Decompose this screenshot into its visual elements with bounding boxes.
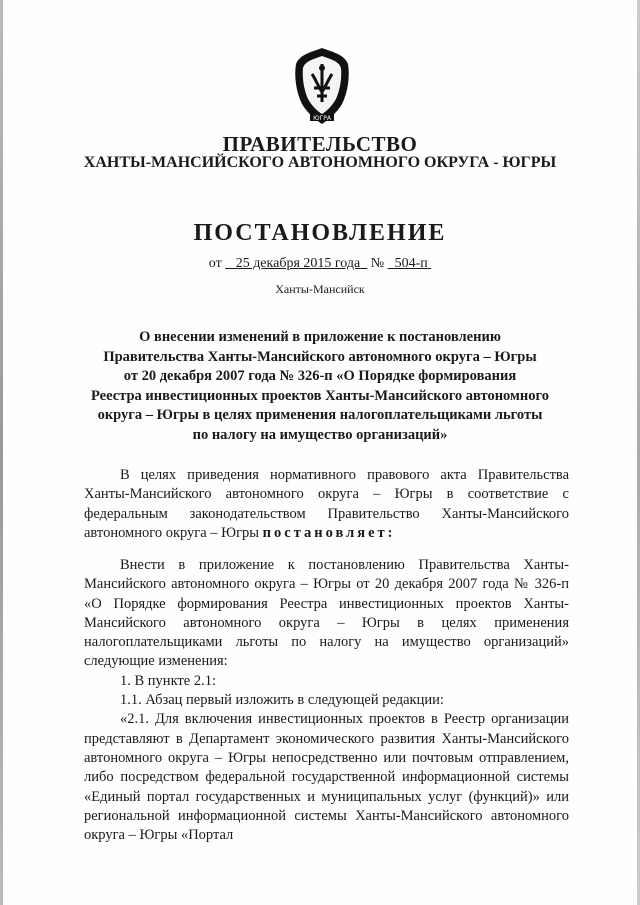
- number-sign: №: [370, 256, 385, 271]
- decree-date: 25 декабря 2015 года: [235, 256, 361, 271]
- title-line: по налогу на имущество организаций»: [192, 426, 448, 443]
- quoted-paragraph: «2.1. Для включения инвестиционных проектов в Реестр организации представляют в Департамент экономического развития Ханты-Мансийского автономного округа – Югры непосредственно или почтовым отправлением, либо посредством федеральной государственной информационной системы «Единый портал государственных и муниципальных услуг (функций)» или региональной информационной системы Ханты-Мансийского автономного округа – Югры «Портал: [84, 711, 569, 844]
- title-line: Реестра инвестиционных проектов Ханты-Мансийского автономного: [91, 387, 549, 404]
- intro-paragraph: Внести в приложение к постановлению Правительства Ханты-Мансийского автономного округа – Югры от 20 декабря 2007 года № 326-п «О Порядке формирования Реестра инвестиционных проектов Ханты-Мансийского автономного округа – Югры в целях применения налогоплательщиками льготы по налогу на имущество организаций» следующие изменения:: [84, 557, 569, 670]
- title-line: Правительства Ханты-Мансийского автономного округа – Югры: [103, 348, 537, 365]
- decree-body: [84, 556, 569, 845]
- date-prefix: от: [208, 256, 222, 271]
- preamble-paragraph: [84, 466, 569, 543]
- government-region: ХАНТЫ-МАНСИЙСКОГО АВТОНОМНОГО ОКРУГА - ЮГРЫ: [83, 154, 557, 171]
- title-line: О внесении изменений в приложение к постановлению: [139, 329, 501, 345]
- government-title: ПРАВИТЕЛЬСТВО: [222, 132, 418, 156]
- item-1-1: 1.1. Абзац первый изложить в следующей редакции:: [120, 692, 444, 709]
- title-line: от 20 декабря 2007 года № 326-п «О Порядке формирования: [123, 368, 517, 385]
- coat-of-arms-emblem: [290, 46, 354, 126]
- item-1: 1. В пункте 2.1:: [120, 672, 216, 689]
- decree-title: [0, 328, 640, 446]
- decree-type: ПОСТАНОВЛЕНИЕ: [193, 220, 447, 246]
- decree-city: Ханты-Мансийск: [275, 282, 365, 296]
- title-line: округа – Югры в целях применения налогоплательщиками льготы: [97, 407, 543, 424]
- resolves-word: постановляет:: [262, 524, 396, 541]
- decree-number: 504-п: [394, 256, 428, 271]
- preamble-text: В целях приведения нормативного правового акта Правительства Ханты-Мансийского автономного округа – Югры в соответствие с федеральным законодательством Правительство Ханты-Мансийского автономного округа – Югры: [84, 467, 569, 541]
- decree-date-line: [0, 256, 640, 272]
- emblem-caption: ЮГРА: [313, 115, 331, 122]
